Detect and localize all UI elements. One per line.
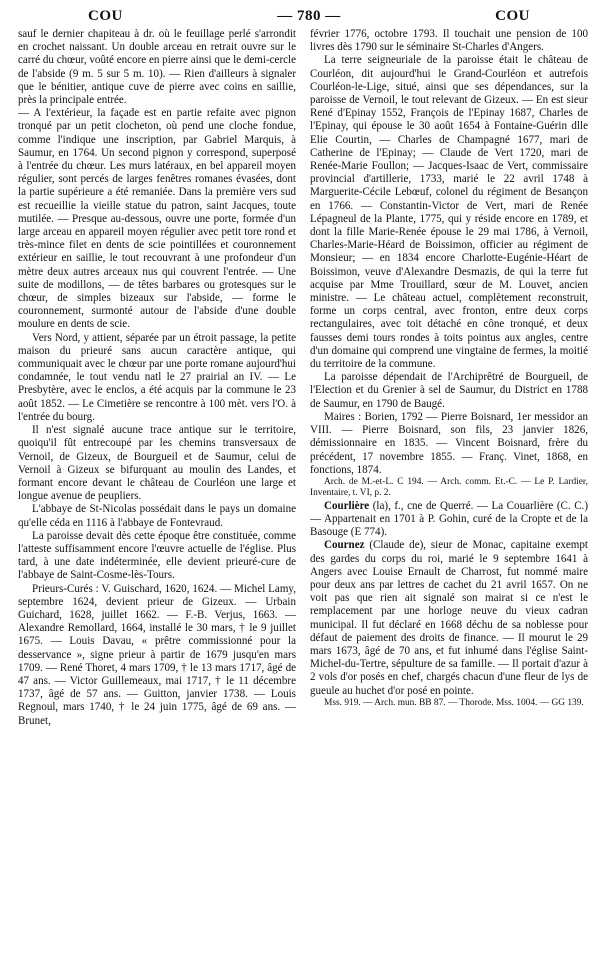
paragraph-text: (Claude de), sieur de Monac, capitaine exempt des gardes du corps du roi, marié le 9 septembre 1641 à Angers avec Louise Ernault de Charrost, fut nommé maire pour deux ans par lettres de cachet du 21 avril 1657. On ne voit pas que rien ait signalé son mairat si ce n'est le remplacement par une horloge neuve du vieux cadran municipal. Il fut déclaré en 1668 déchu de sa noblesse pour défaut de paiement des droits de finance. — Il mourut le 29 mars 1673, âgé de 70 ans, et fut inhumé dans l'église Saint-Michel-du-Tertre, sépulture de sa famille. — Il portait d'azur à 2 vols d'or posés en chef, chargés chacun d'une fleur de lys de gueule au huchet d'or posé en pointe. [310, 539, 588, 697]
paragraph-text: février 1776, octobre 1793. Il touchait une pension de 100 livres dès 1790 sur le séminaire St-Charles d'Angers. [310, 28, 588, 54]
paragraph [18, 503, 296, 529]
page-header [18, 4, 590, 28]
dictionary-entry [310, 539, 588, 697]
paragraph [18, 530, 296, 583]
reference-note [310, 698, 588, 709]
header-left: COU [88, 7, 123, 24]
paragraph [310, 411, 588, 477]
paragraph-text: Vers Nord, y attient, séparée par un étroit passage, la petite maison du prieuré sans aucun caractère antique, qui communiquait avec le chœur par une porte romane aujourd'hui condamnée, le tout vendu natl le 27 prairial an IV. — Le Presbytère, avec le enclos, a été acquis par la commune le 23 août 1852. — Le Cimetière se rencontre à 100 mèt. vers l'O. à l'entrée du bourg. [18, 331, 296, 423]
paragraph-text: La terre seigneuriale de la paroisse était le château de Courléon, dit aujourd'hui le Grand-Courléon et autrefois Courléon-le-Lige, situé, ainsi que ses dépendances, sur la paroisse de Vernoil, le tout relevant de Gizeux. — En est sieur René d'Epinay 1552, François de l'Epinay 1687, Charles de l'Epinay, qui épouse le 30 août 1654 à Fontaine-Guérin dlle Elie Courtin, — Charles de Champagné 1677, mari de Catherine de l'Epinay; — Claude de Vert 1720, mari de Renée-Marie Foullon; — Jacques-Isaac de Vert, commissaire provincial d'artillerie, 1733, marié le 22 avril 1748 à Marguerite-Cécile Lebœuf, colonel du régiment de Besançon en 1766. — Constantin-Victor de Vert, mari de Renée Lépagneul de la Plante, 1775, qui y réside encore en 1789, et dont la fille Marie-Renée épouse le 29 mai 1786, à Vernoil, Charles-Marie-Héard de Boissimon, officier au régiment de Monsieur; — en 1834 encore Charlotte-Eugénie-Héart de Boissimon, veuve d'Alexandre Desmazis, de qui la terre fut acquise par Mme Trouillard, sœur de M. Louvet, ancien ministre. — Le château actuel, complètement reconstruit, forme un corps central, avec fronton, entre deux corps rectangulaires, avec toit détaché en cône tronqué, et deux fausses demi tours rondes à toits pointus aux angles, centre d'un domaine qui comprend une vingtaine de fermes, la moitié du territoire de la commune. [310, 54, 588, 371]
paragraph [310, 28, 588, 54]
paragraph-text: Maires : Borien, 1792 — Pierre Boisnard, 1er messidor an VIII. — Pierre Boisnard, son fils, 23 janvier 1826, démissionnaire en 1835. — Vincent Boisnard, frère du précédent, 17 novembre 1855. — Franç. Vinet, 1868, en fonctions, 1874. [310, 410, 588, 476]
paragraph [18, 28, 296, 107]
right-column [310, 28, 588, 953]
paragraph [18, 332, 296, 424]
paragraph-text: (la), f., cne de Querré. — La Couarlière (C. C.) — Appartenait en 1701 à P. Gohin, curé de la Cropte et de la Basouge (E 774). [310, 499, 588, 539]
paragraph-text: La paroisse dépendait de l'Archiprêtré de Bourgueil, de l'Election et du Grenier à sel de Saumur, du District en 1788 de Saumur, en 1790 de Baugé. [310, 371, 588, 410]
paragraph-text: La paroisse devait dès cette époque être constituée, comme l'atteste suffisamment encore l'œuvre actuelle de l'église. Plus tard, à une date indéterminée, elle devient prieuré-cure de l'abbaye de Saint-Cosme-lès-Tours. [18, 529, 296, 582]
paragraph-text: L'abbaye de St-Nicolas possédait dans le pays un domaine qu'elle céda en 1116 à l'abbaye de Fontevraud. [18, 503, 296, 529]
left-column [18, 28, 296, 953]
paragraph [18, 107, 296, 331]
paragraph-text: Il n'est signalé aucune trace antique sur le territoire, quoiqu'il fût entrecoupé par les chemins transversaux de Vernoil, de Gizeux, de Bourgueil et de Saumur, celui de Vernoil à Gizeux se bifurquant au moulin des Landes, et formant encore devant le château de Courléon une large et longue avenue de peupliers. [18, 424, 296, 503]
header-right: COU [495, 7, 530, 24]
reference-note [310, 477, 588, 500]
paragraph [310, 371, 588, 411]
paragraph-text: Prieurs-Curés : V. Guischard, 1620, 1624. — Michel Lamy, septembre 1624, devient prieur de Gizeux. — Urbain Guichard, 1628, juillet 1662. — F.-B. Verjus, 1663. — Alexandre Remollard, 1664, installé le 30 mars, † le 9 juillet 1675. — Louis Davau, « prêtre commissionné pour la desservance », signe prieur à partir de 1679 jusqu'en mars 1709. — René Thoret, 4 mars 1709, † le 13 mars 1717, âgé de 47 ans. — Victor Guillemeaux, mai 1717, † le 11 décembre 1737, âgé de 57 ans. — Guitton, janvier 1738. — Louis Regnoul, mars 1740, † le 24 juin 1775, âgé de 69 ans. — Brunet, [18, 582, 296, 727]
page-number: — 780 — [277, 7, 341, 24]
paragraph [18, 424, 296, 503]
paragraph-text: sauf le dernier chapiteau à dr. où le feuillage perlé s'arrondit en crochet naissant. Un double arceau en retrait ouvre sur le carré du chœur, voûté encore en pierre ainsi que le demi-cercle de l'abside (9 m. 5 sur 5 m. 10). — Rien d'ailleurs à signaler que le bénitier, antique cuve de pierre avec coins en saillie, près la principale entrée. [18, 28, 296, 107]
entry-headword: Courlière [324, 499, 370, 512]
dictionary-entry [310, 500, 588, 540]
paragraph-text: Arch. de M.-et-L. C 194. — Arch. comm. Et.-C. — Le P. Lardier, Inventaire, t. VI, p. 2. [310, 476, 588, 499]
paragraph [18, 583, 296, 728]
entry-headword: Cournez [324, 539, 365, 552]
paragraph [310, 54, 588, 371]
text-columns [18, 28, 590, 953]
paragraph-text: Mss. 919. — Arch. mun. BB 87. — Thorode. Mss. 1004. — GG 139. [324, 697, 584, 708]
paragraph-text: — A l'extérieur, la façade est en partie refaite avec pignon tronqué par un petit clocheton, où pend une cloche fondue, comme l'indique une inscription, par Gabriel Marquis, à Saumur, en 1764. Un second pignon y correspond, superposé à l'entrée du chœur. Les murs latéraux, en bel appareil moyen régulier, sont percés de larges fenêtres romanes évasées, dont la partie supérieure a été remaniée. Dans la première vers sud est recueillie la vieille statue du patron, saint Jacques, toute mutilée. — Presque au-dessous, ouvre une porte, formée d'un large arceau en appareil moyen régulier avec petit tore rond et très-mince filet en dents de scie pointillées et couronnement extérieur en saillie, le tout recouvrant à une profondeur d'un mètre deux autres arceaux nus qui couvrent l'entrée. — Une suite de modillons, — de têtes barbares ou grotesques sur le chœur, de simples bizeaux sur l'abside, — forme le couronnement, surmonté autour de l'abside d'une double moulure en dents de scie. [18, 107, 296, 331]
